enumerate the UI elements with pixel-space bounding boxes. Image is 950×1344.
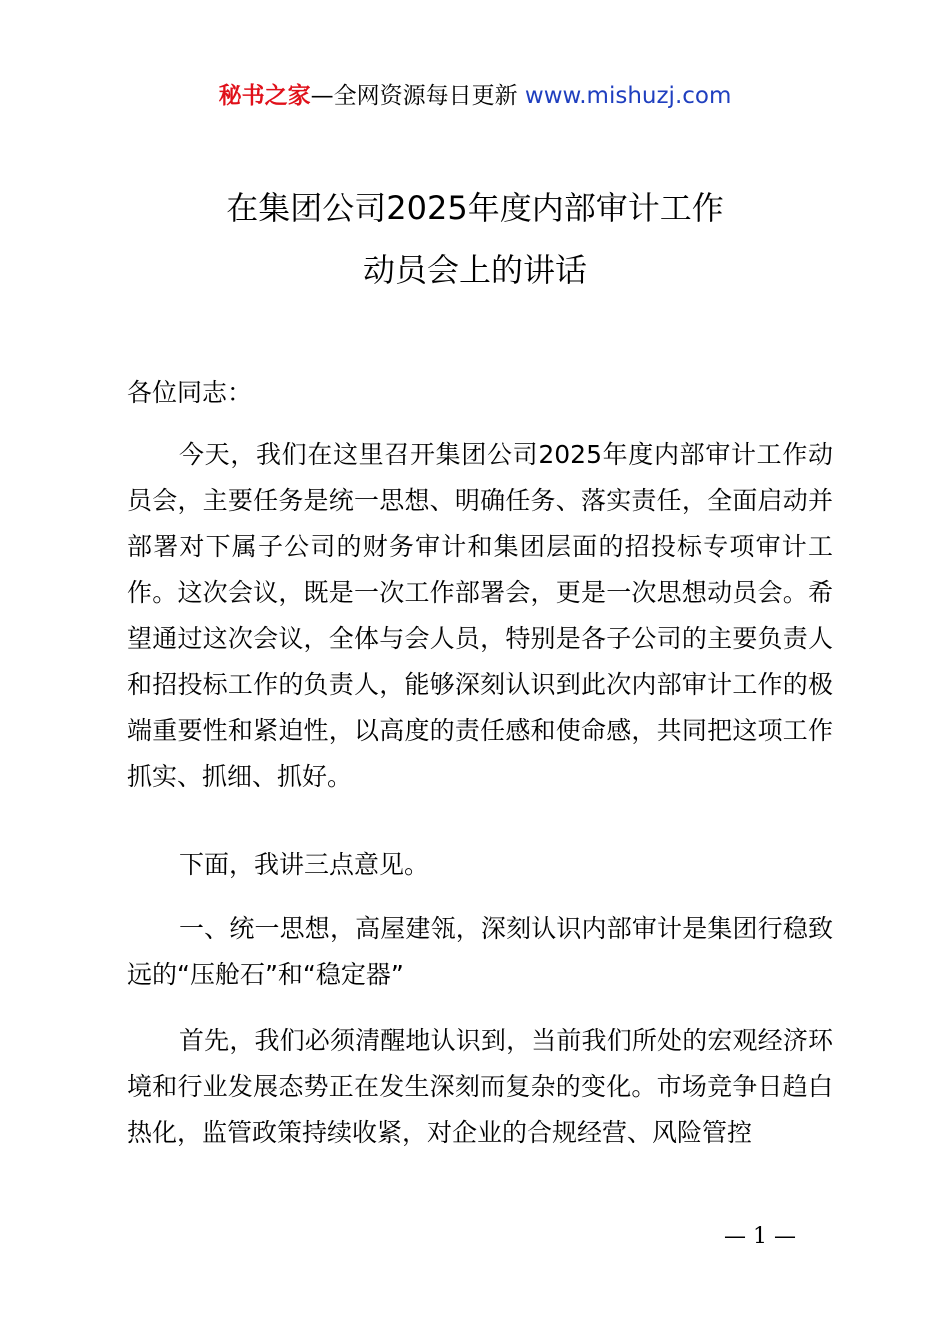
- section-heading-1: 一、统一思想，高屋建瓴，深刻认识内部审计是集团行稳致远的“压舱石”和“稳定器”: [127, 914, 833, 989]
- paragraph-intro: 今天，我们在这里召开集团公司2025年度内部审计工作动员会，主要任务是统一思想、明确任务、落实责任，全面启动并部署对下属子公司的财务审计和集团层面的招投标专项审计工作。这次会议，既是一次工作部署会，更是一次思想动员会。希望通过这次会议，全体与会人员，特别是各子公司的主要负责人和招投标工作的负责人，能够深刻认识到此次内部审计工作的极端重要性和紧迫性，以高度的责任感和使命感，共同把这项工作抓实、抓细、抓好。: [127, 440, 833, 791]
- brand-name: 秘书之家: [218, 83, 311, 109]
- site-header: [0, 80, 950, 112]
- header-tagline: —全网资源每日更新: [310, 83, 518, 109]
- salutation: 各位同志：: [127, 378, 253, 407]
- paragraph-section-1: 首先，我们必须清醒地认识到，当前我们所处的宏观经济环境和行业发展态势正在发生深刻而复杂的变化。市场竞争日趋白热化，监管政策持续收紧，对企业的合规经营、风险管控: [127, 1026, 833, 1147]
- title-line-2: 动员会上的讲话: [362, 251, 587, 289]
- page-number: — 1 —: [724, 1224, 796, 1249]
- paragraph-transition: 下面，我讲三点意见。: [179, 850, 430, 879]
- site-url[interactable]: www.mishuzj.com: [524, 83, 732, 109]
- title-line-1: 在集团公司2025年度内部审计工作: [226, 189, 724, 227]
